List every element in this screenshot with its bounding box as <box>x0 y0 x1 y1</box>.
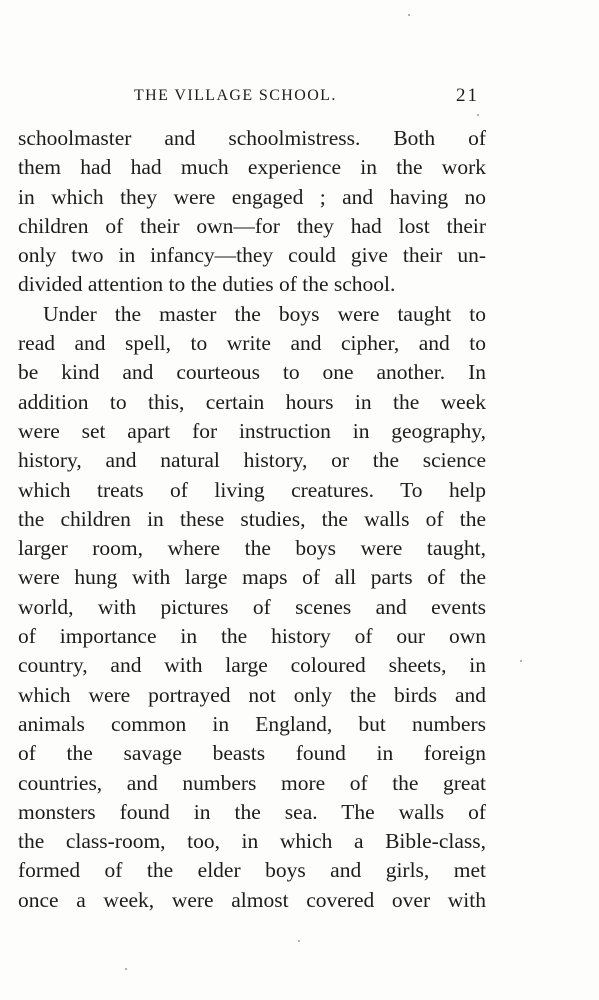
page-number: 21 <box>456 85 479 106</box>
paper-speck <box>408 14 410 16</box>
text-line: divided attention to the duties of the school. <box>18 272 396 297</box>
text-line: read and spell, to write and cipher, and to <box>18 331 486 356</box>
paragraph-start-line: Under the master the boys were taught to <box>43 301 486 326</box>
running-title: THE VILLAGE SCHOOL. <box>134 87 337 104</box>
paper-speck <box>520 660 522 662</box>
body-text <box>18 124 486 915</box>
text-line: be kind and courteous to one another. In <box>18 360 486 385</box>
text-line: of importance in the history of our own <box>18 624 486 649</box>
text-line: world, with pictures of scenes and events <box>18 594 486 619</box>
text-line: were hung with large maps of all parts of the <box>18 565 486 590</box>
text-line: formed of the elder boys and girls, met <box>18 858 486 883</box>
text-line: the children in these studies, the walls of the <box>18 506 486 531</box>
text-line: only two in infancy—they could give their un- <box>18 243 486 268</box>
text-line: once a week, were almost covered over with <box>18 887 486 912</box>
text-line: which were portrayed not only the birds and <box>18 682 486 707</box>
text-line: country, and with large coloured sheets, in <box>18 653 486 678</box>
text-line: addition to this, certain hours in the week <box>18 389 486 414</box>
text-line: children of their own—for they had lost their <box>18 213 486 238</box>
text-line: which treats of living creatures. To help <box>18 477 486 502</box>
text-line: larger room, where the boys were taught, <box>18 536 486 561</box>
text-line: in which they were engaged ; and having no <box>18 184 486 209</box>
text-line: history, and natural history, or the science <box>18 448 486 473</box>
running-header <box>0 84 599 108</box>
text-line: countries, and numbers more of the great <box>18 770 486 795</box>
paper-speck <box>477 114 479 116</box>
text-line: schoolmaster and schoolmistress. Both of <box>18 126 486 150</box>
text-line: were set apart for instruction in geography, <box>18 418 486 443</box>
text-line: them had had much experience in the work <box>18 155 486 180</box>
text-line: animals common in England, but numbers <box>18 711 486 736</box>
text-line: of the savage beasts found in foreign <box>18 741 486 766</box>
paper-speck <box>125 968 127 970</box>
text-line: the class-room, too, in which a Bible-class, <box>18 829 486 854</box>
text-line: monsters found in the sea. The walls of <box>18 799 486 824</box>
paper-speck <box>298 940 300 942</box>
